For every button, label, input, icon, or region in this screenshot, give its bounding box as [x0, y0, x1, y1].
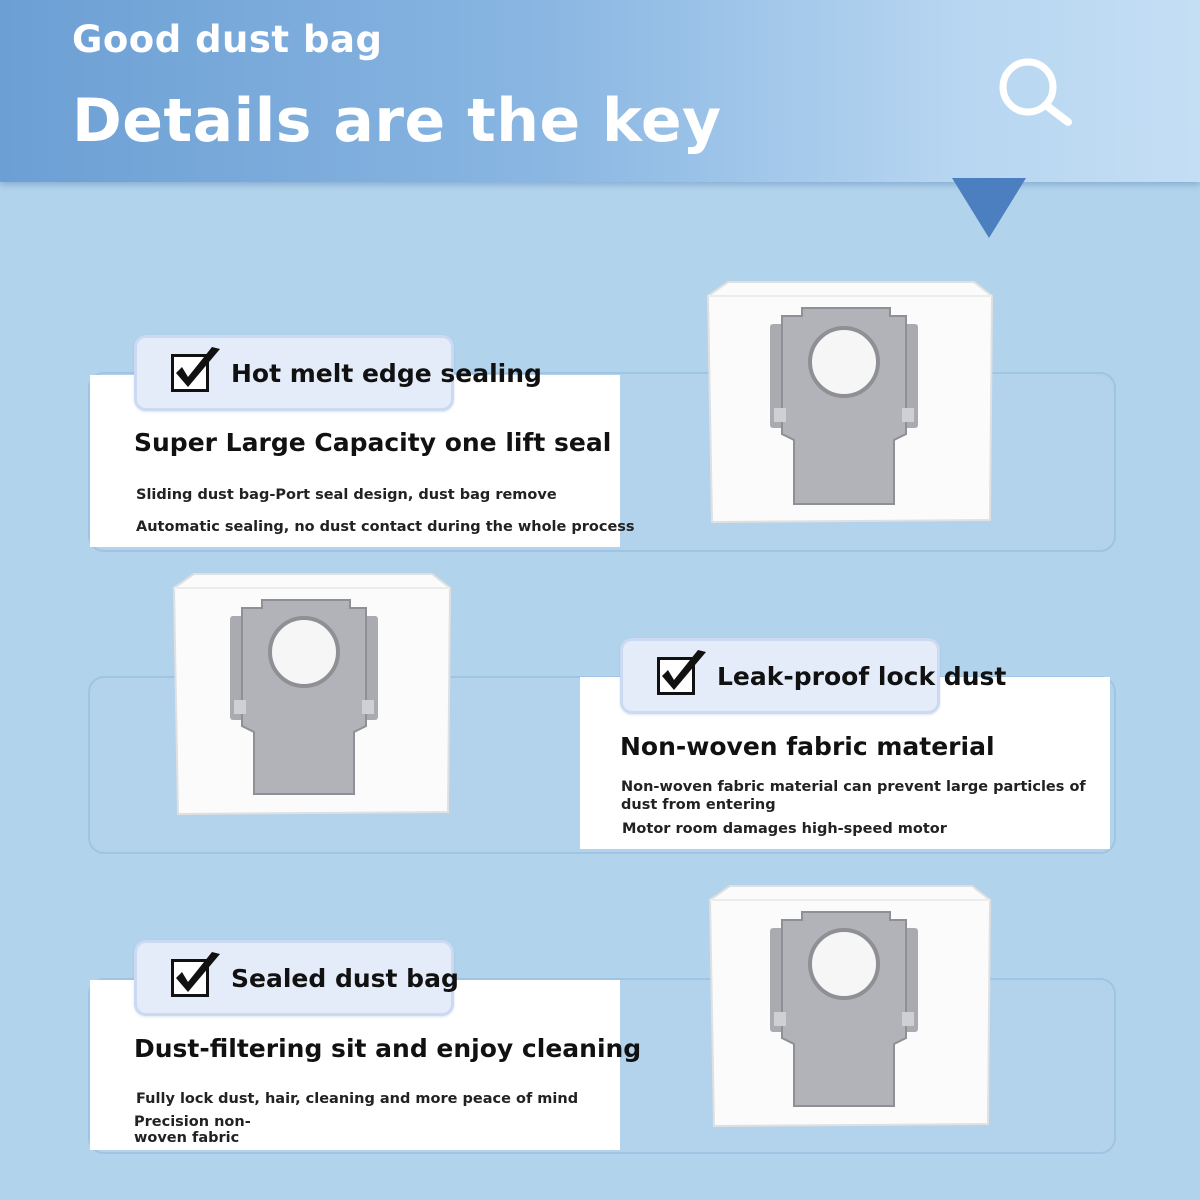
feature-heading-1: Super Large Capacity one lift seal: [134, 428, 612, 457]
feature-tab-label-2: Leak-proof lock dust: [717, 661, 1007, 691]
header-banner: [0, 0, 1200, 182]
header-subtitle: Good dust bag: [72, 18, 383, 61]
dust-bag-image-3: [706, 884, 992, 1128]
pointer-arrow: [952, 178, 1026, 238]
checkbox-icon: [657, 657, 695, 695]
feature-line-3a: Fully lock dust, hair, cleaning and more peace of mind: [136, 1091, 579, 1107]
feature-heading-2: Non-woven fabric material: [620, 732, 995, 761]
feature-line-3b: Precision non-woven fabric: [134, 1114, 251, 1146]
feature-line-1b: Automatic sealing, no dust contact during the whole process: [136, 519, 635, 535]
search-icon: [994, 56, 1076, 128]
dust-bag-image-2: [170, 572, 452, 816]
feature-line-1a: Sliding dust bag-Port seal design, dust bag remove: [136, 487, 557, 503]
feature-heading-3: Dust-filtering sit and enjoy cleaning: [134, 1034, 642, 1063]
feature-tab-label-1: Hot melt edge sealing: [231, 358, 542, 388]
feature-tab-3: [134, 940, 459, 1016]
header-title: Details are the key: [72, 86, 722, 156]
feature-tab-label-3: Sealed dust bag: [231, 963, 459, 993]
checkbox-icon: [171, 959, 209, 997]
dust-bag-image-1: [704, 280, 994, 526]
feature-tab-1: [134, 335, 542, 411]
feature-tab-2: [620, 638, 1007, 714]
feature-line-2b: Motor room damages high-speed motor: [622, 821, 947, 837]
feature-line-2a: Non-woven fabric material can prevent large particles of dust from entering: [621, 779, 1086, 813]
checkbox-icon: [171, 354, 209, 392]
